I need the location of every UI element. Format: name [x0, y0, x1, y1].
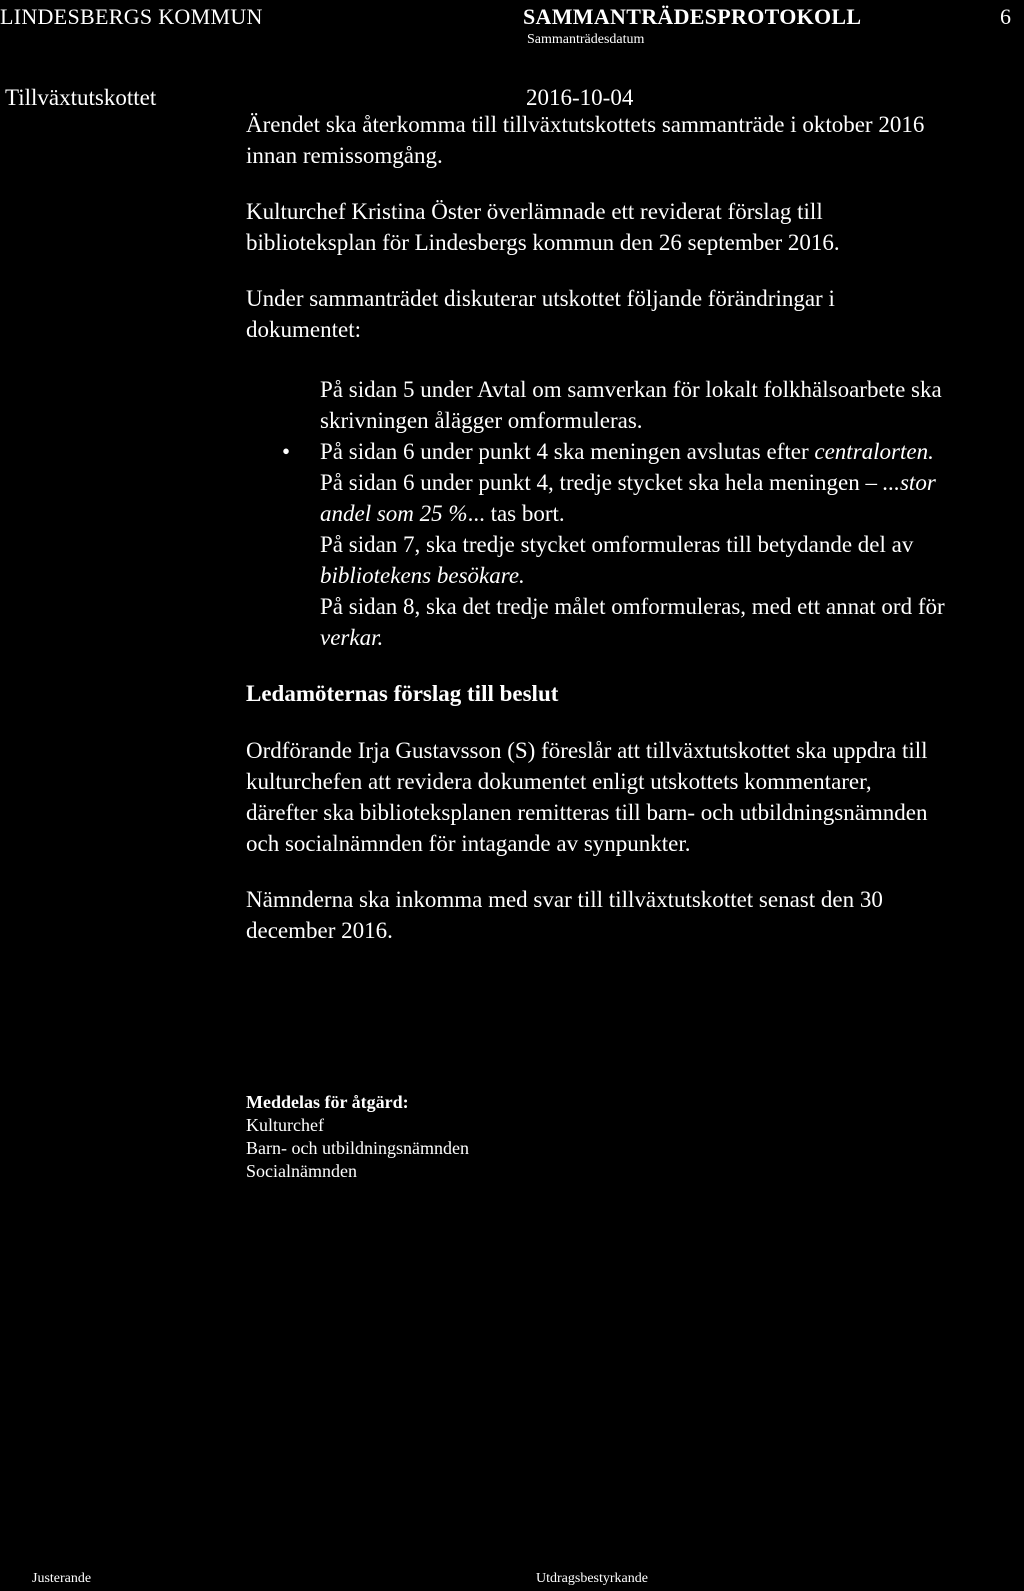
list-item [276, 436, 1021, 467]
list-item [276, 374, 1021, 436]
text-segment: På sidan 6 under punkt 4 ska meningen avslutas efter [320, 439, 815, 464]
text-segment: ... tas bort. [467, 501, 565, 526]
italic-term: ...stor [882, 470, 936, 495]
text-line: skrivningen ålägger omformuleras. [320, 408, 643, 433]
text-line [320, 560, 1021, 591]
protocol-title: SAMMANTRÄDESPROTOKOLL [523, 4, 862, 29]
text-line: Nämnderna ska inkomma med svar till tillväxtutskottet senast den 30 [246, 887, 883, 912]
footer-justerande: Justerande [32, 1571, 92, 1586]
text-line: därefter ska biblioteksplanen remitteras till barn- och utbildningsnämnden [246, 800, 928, 825]
text-line: dokumentet: [246, 317, 361, 342]
recipient: Barn- och utbildningsnämnden [246, 1138, 469, 1158]
notice-block [246, 1091, 469, 1183]
section-heading: Ledamöternas förslag till beslut [246, 681, 559, 706]
text-line: På sidan 5 under Avtal om samverkan för lokalt folkhälsoarbete ska [320, 377, 942, 402]
text-line [320, 467, 1021, 498]
recipient: Socialnämnden [246, 1161, 357, 1181]
text-line: Under sammanträdet diskuterar utskottet följande förändringar i [246, 286, 835, 311]
italic-term: centralorten. [814, 439, 934, 464]
date-label: Sammanträdesdatum [527, 32, 645, 47]
paragraph-submitted [246, 196, 1006, 258]
italic-term: verkar. [320, 625, 384, 650]
text-line: På sidan 7, ska tredje stycket omformuleras till betydande del av [320, 532, 914, 557]
paragraph-discussion [246, 283, 1006, 345]
committee-name: Tillväxtutskottet [5, 85, 157, 110]
footer-utdragsbestyrkande: Utdragsbestyrkande [536, 1571, 648, 1586]
list-item [276, 591, 1021, 653]
italic-term: bibliotekens besökare. [320, 563, 525, 588]
text-line: biblioteksplan för Lindesbergs kommun den 26 september 2016. [246, 230, 840, 255]
notice-title: Meddelas för åtgärd: [246, 1092, 409, 1112]
municipality-name: LINDESBERGS KOMMUN [0, 4, 263, 29]
page-number: 6 [1000, 4, 1012, 29]
deadline-paragraph [246, 884, 1006, 946]
text-line: Ordförande Irja Gustavsson (S) föreslår att tillväxtutskottet ska uppdra till [246, 738, 928, 763]
text-line: december 2016. [246, 918, 393, 943]
text-line [320, 436, 1021, 467]
text-line: och socialnämnden för intagande av synpunkter. [246, 831, 691, 856]
bullet-marker: • [281, 439, 291, 464]
text-line [320, 622, 1021, 653]
text-line [320, 498, 1021, 529]
text-line: innan remissomgång. [246, 143, 443, 168]
paragraph-return [246, 109, 1006, 171]
italic-term: andel som 25 % [320, 501, 468, 526]
list-item [276, 529, 1021, 591]
meeting-date: 2016-10-04 [526, 85, 634, 110]
list-item [276, 467, 1021, 529]
text-line: Ärendet ska återkomma till tillväxtutskottets sammanträde i oktober 2016 [246, 112, 925, 137]
text-line: kulturchefen att revidera dokumentet enligt utskottets kommentarer, [246, 769, 872, 794]
text-line: Kulturchef Kristina Öster överlämnade ett reviderat förslag till [246, 199, 823, 224]
change-list [276, 374, 1021, 653]
recipient: Kulturchef [246, 1115, 324, 1135]
text-line: På sidan 8, ska det tredje målet omformuleras, med ett annat ord för [320, 594, 945, 619]
text-segment: På sidan 6 under punkt 4, tredje stycket ska hela meningen – [320, 470, 883, 495]
proposal-paragraph [246, 735, 1006, 859]
